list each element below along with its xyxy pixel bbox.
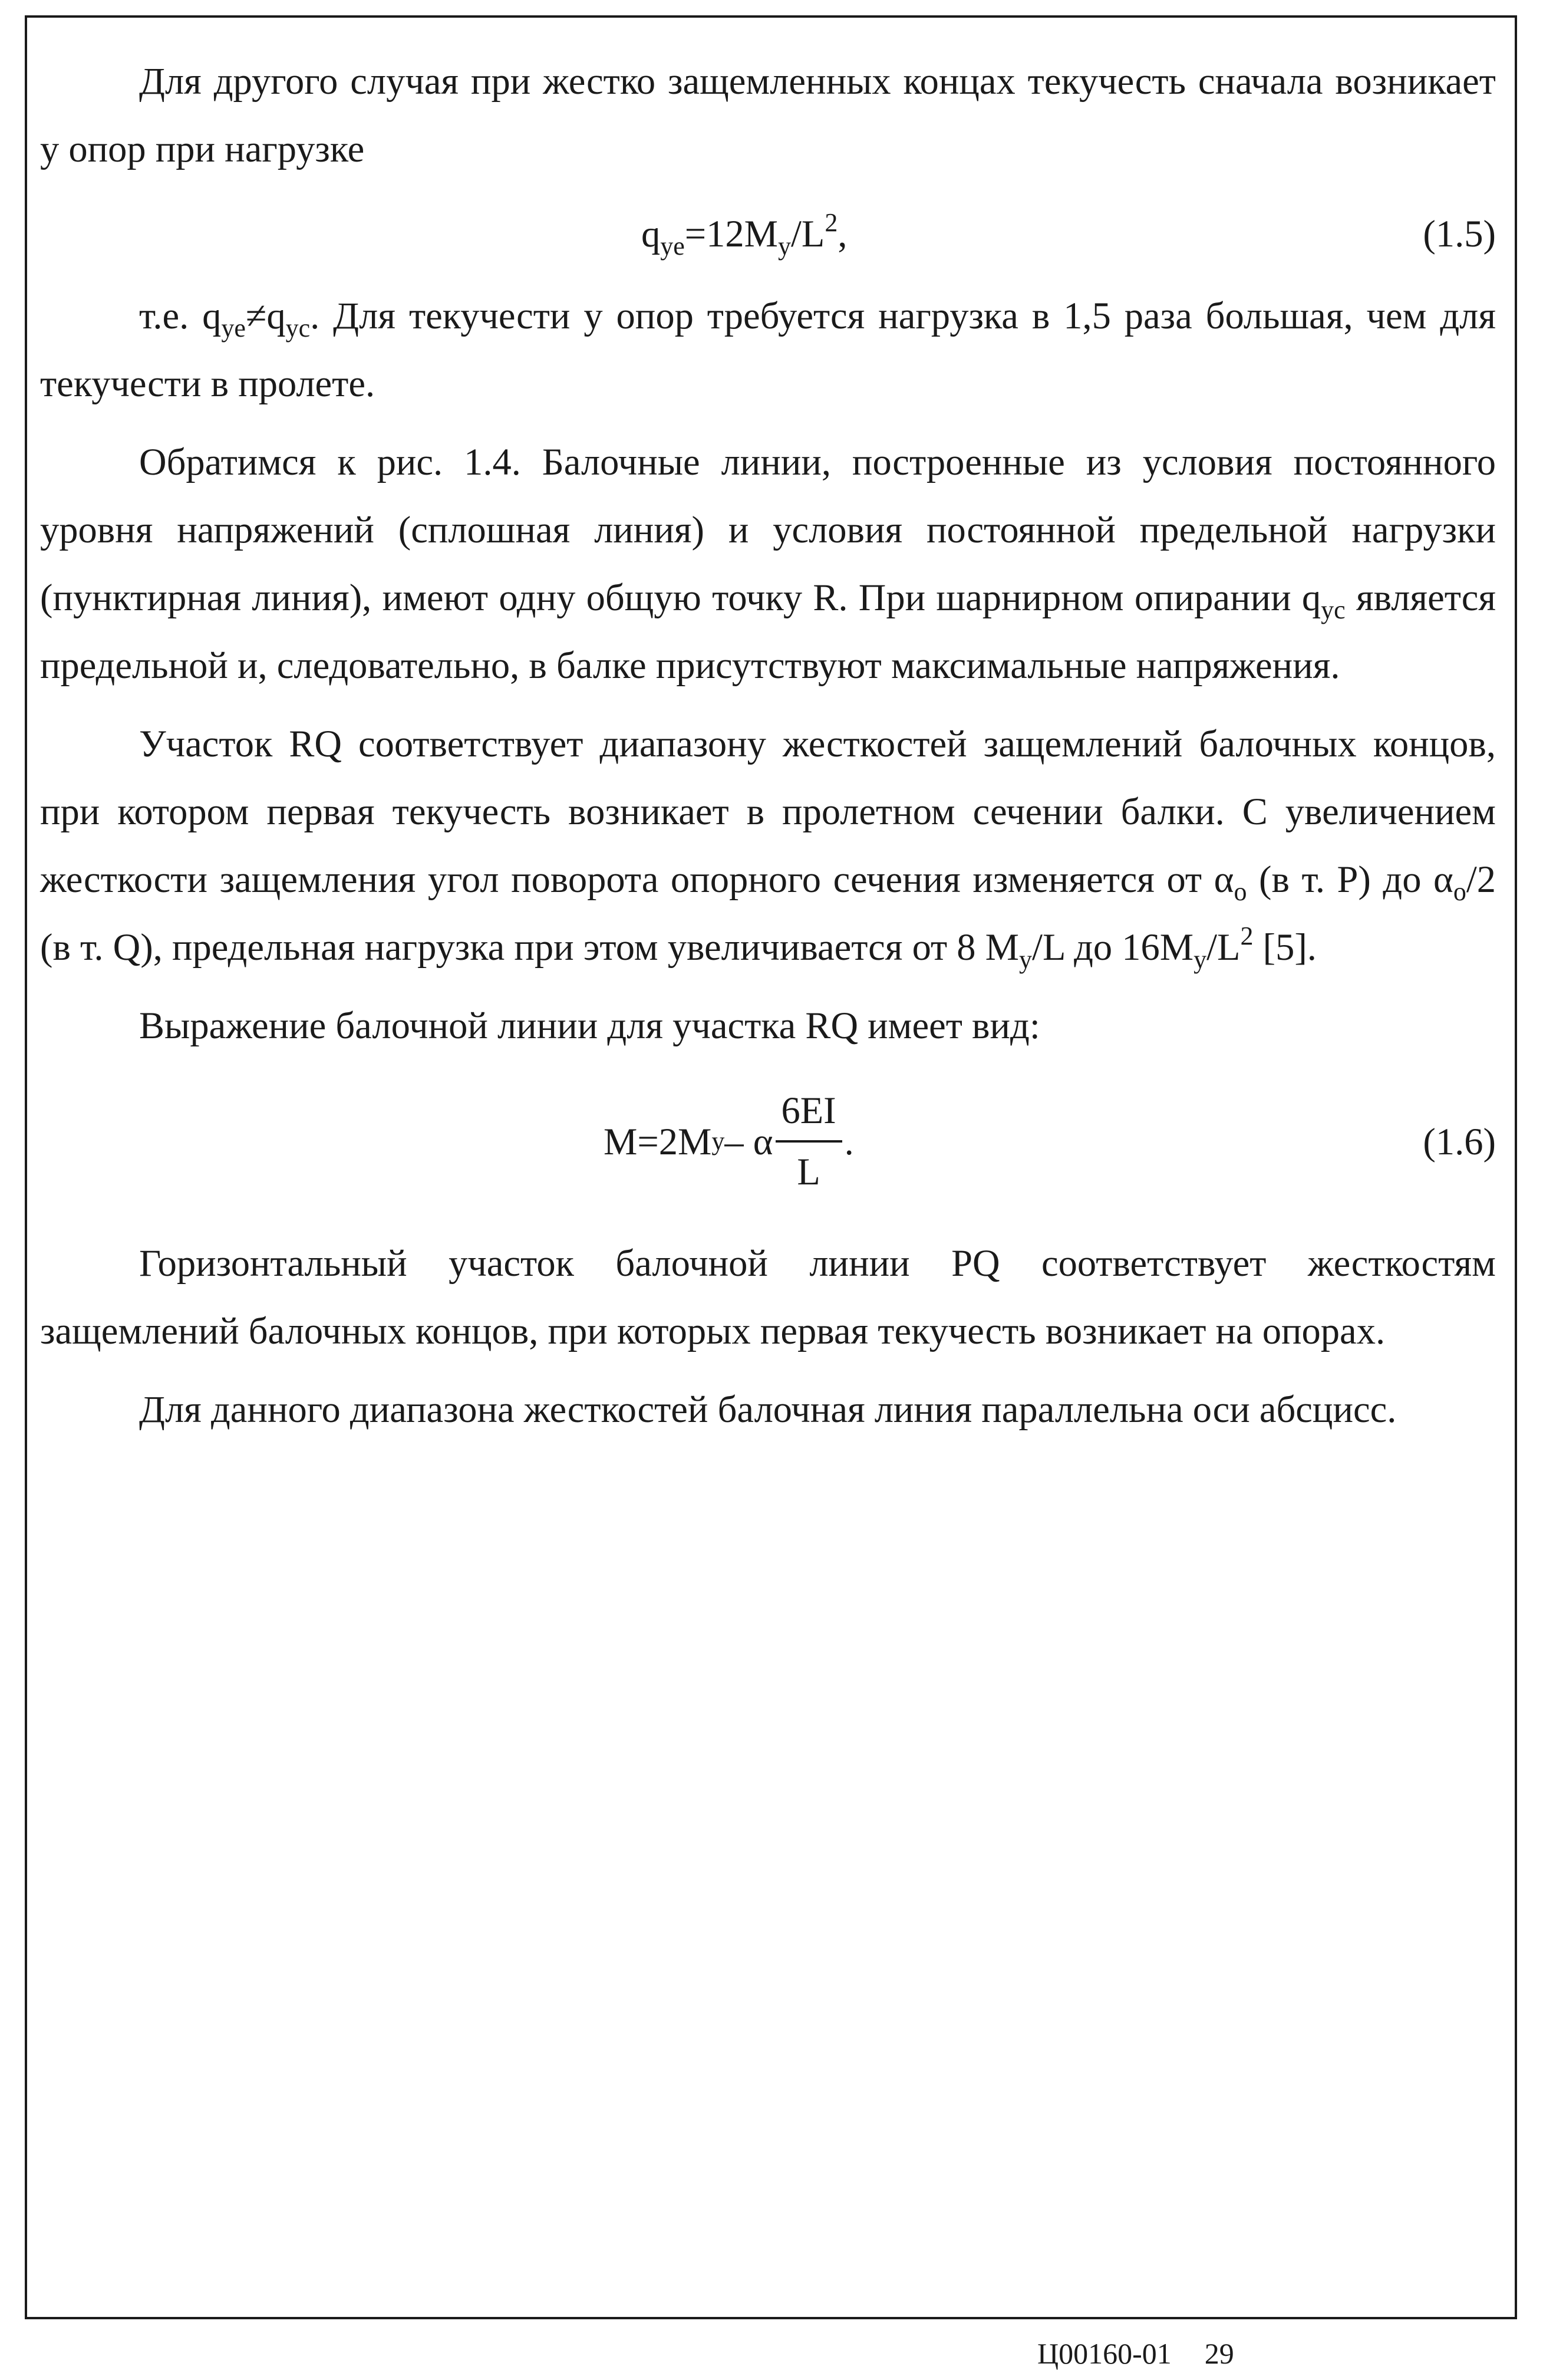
eq16-minus-alpha: – α xyxy=(724,1120,773,1163)
paragraph-3 xyxy=(40,428,1496,699)
paragraph-3-tail: является предельной и, следовательно, в балке присутствуют максимальные напряжения. xyxy=(40,577,1496,686)
eq15-l: /L xyxy=(791,213,825,255)
paragraph-6-text: Горизонтальный участок балочной линии PQ соответствует жесткостям защемлений балочных концов, при которых первая текучесть возникает на опорах. xyxy=(40,1242,1496,1352)
document-code: Ц00160-01 xyxy=(1037,2337,1172,2370)
paragraph-2-suffix: . Для текучести у опор требуется нагрузка в 1,5 раза большая, чем для текучести в пролете. xyxy=(40,295,1496,404)
equation-1-5-number: (1.5) xyxy=(1423,213,1496,255)
paragraph-3-sub: yc xyxy=(1321,595,1346,624)
neq-sign: ≠ xyxy=(245,295,267,337)
equation-1-6 xyxy=(40,1074,1496,1209)
equation-1-5 xyxy=(40,195,1496,274)
eq15-mid: =12M xyxy=(684,213,779,255)
paragraph-4 xyxy=(40,710,1496,981)
eq16-end: . xyxy=(844,1120,854,1163)
paragraph-7 xyxy=(40,1375,1496,1443)
paragraph-1 xyxy=(40,47,1496,183)
eq16-numerator: 6EI xyxy=(781,1089,836,1131)
paragraph-1-text: Для другого случая при жестко защемленных концах текучесть сначала возникает у опор при нагрузке xyxy=(40,60,1496,170)
equation-1-5-body xyxy=(641,195,847,274)
paragraph-2 xyxy=(40,282,1496,417)
neq-q2: q xyxy=(266,295,286,337)
eq15-sup: 2 xyxy=(825,208,838,237)
eq16-fraction xyxy=(776,1081,842,1201)
paragraph-5-text: Выражение балочной линии для участка RQ имеет вид: xyxy=(139,1005,1040,1046)
paragraph-5 xyxy=(40,992,1496,1059)
eq15-end: , xyxy=(838,213,848,255)
document-body xyxy=(40,47,1496,1443)
eq16-denominator: L xyxy=(797,1151,820,1193)
paragraph-4-a: Участок RQ соответствует диапазону жесткостей защемлений балочных концов, при котором первая текучесть возникает в пролетном сечении балки. С увеличением жесткости защемления угол поворота опорного сечения изменяется от α xyxy=(40,723,1496,900)
paragraph-2-prefix: т.е. xyxy=(139,295,203,337)
equation-1-6-number: (1.6) xyxy=(1423,1121,1496,1163)
paragraph-4-sub4: y xyxy=(1193,945,1207,974)
paragraph-4-sup: 2 xyxy=(1240,921,1254,950)
paragraph-4-sub2: o xyxy=(1453,877,1466,906)
paragraph-4-d: /L до 16M xyxy=(1032,926,1194,968)
paragraph-4-f: [5]. xyxy=(1253,926,1317,968)
page-number: 29 xyxy=(1204,2337,1234,2370)
paragraph-6 xyxy=(40,1229,1496,1365)
eq16-lhs: M=2M xyxy=(604,1120,712,1163)
paragraph-7-text: Для данного диапазона жесткостей балочная линия параллельна оси абсцисс. xyxy=(139,1388,1397,1430)
equation-1-6-body: M=2M y – α $\frac{6EI}{L}$ . xyxy=(604,1074,854,1209)
paragraph-4-sub3: y xyxy=(1019,945,1033,974)
paragraph-4-c: /2 (в т. Q), предельная нагрузка при этом увеличивается от 8 M xyxy=(40,858,1496,968)
eq15-q: q xyxy=(641,213,661,255)
neq-sub2: yc xyxy=(285,314,311,343)
paragraph-3-text: Обратимся к рис. 1.4. Балочные линии, построенные из условия постоянного уровня напряжений (сплошная линия) и условия постоянной предельной нагрузки (пунктирная линия), имеют одну общую точку R. При шарнирном опирании q xyxy=(40,441,1496,618)
neq-q1: q xyxy=(202,295,222,337)
paragraph-4-b: (в т. P) до α xyxy=(1247,858,1453,900)
paragraph-4-sub1: o xyxy=(1234,877,1247,906)
eq15-sub2: y xyxy=(778,232,792,261)
page-footer xyxy=(1037,2336,1234,2371)
eq15-sub: ye xyxy=(660,232,685,261)
paragraph-4-e: /L xyxy=(1206,926,1241,968)
neq-sub1: ye xyxy=(221,314,246,343)
